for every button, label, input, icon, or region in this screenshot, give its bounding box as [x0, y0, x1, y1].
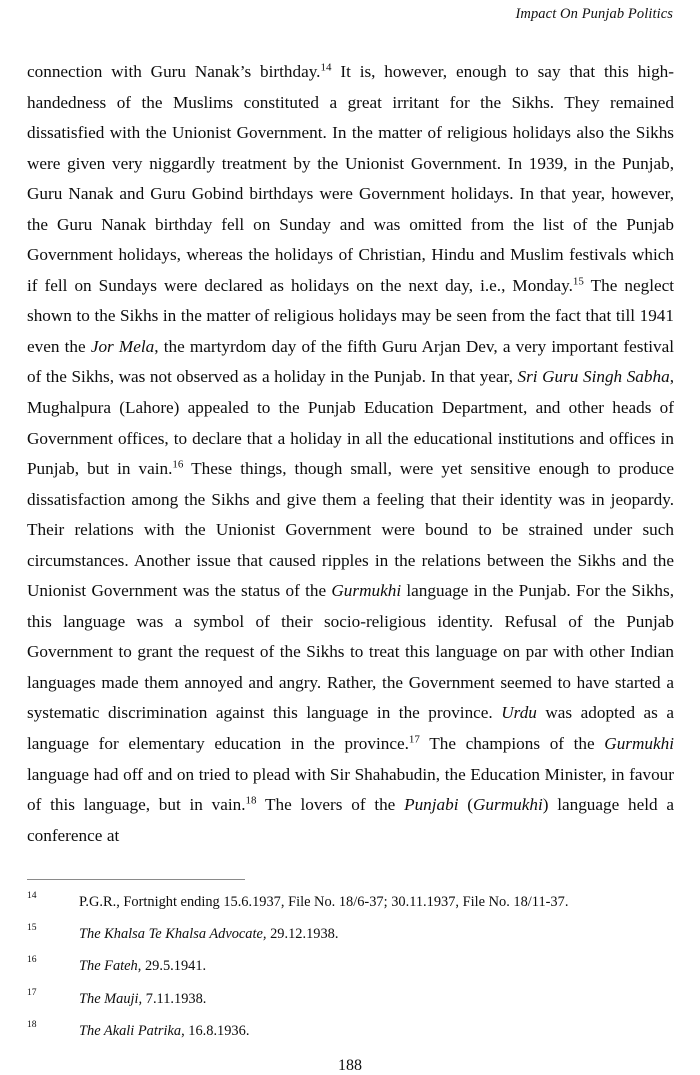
italic-text: Gurmukhi [604, 734, 674, 754]
text-run: P.G.R., Fortnight ending 15.6.1937, File No. 18/6-37; 30.11.1937, File No. 18/11-37. [79, 894, 569, 910]
footnote-text [79, 991, 206, 1007]
text-run: , 16.8.1936. [181, 1022, 250, 1039]
text-run: connection with Guru Nanak’s birthday. [27, 62, 321, 81]
text-run: was adopted as a language for elementary education in the province. [27, 703, 674, 754]
italic-text: Urdu [501, 703, 537, 723]
italic-text: Gurmukhi [473, 795, 543, 815]
footnote-reference[interactable]: 16 [172, 458, 184, 471]
text-run: It is, however, enough to say that this high-handedness of the Muslims constituted a great irritant for the Sikhs. They remained dissatisfied with the Unionist Government. In the matter of religious holidays also the Sikhs were given very niggardly treatment by the Unionist Government. In 1939, in the Punjab, Guru Nanak and Guru Gobind birthdays were Government holidays. In that year, however, the Guru Nanak birthday fell on Sunday and was omitted from the list of the Punjab Government holidays, whereas the holidays of Christian, Hindu and Muslim festivals which if fell on Sundays were declared as holidays on the next day, i.e., Monday. [27, 62, 674, 295]
footnote-item [27, 918, 674, 950]
footnote-number: 14 [27, 890, 37, 901]
italic-text: Jor Mela [90, 336, 155, 356]
italic-text: The Khalsa Te Khalsa Advocate, [79, 926, 267, 943]
text-run: , 29.5.1941. [137, 958, 207, 975]
text-run: The lovers of the [256, 795, 405, 815]
footnote-separator-rule [27, 879, 245, 880]
footnote-item [27, 886, 674, 918]
footnote-text [79, 1023, 249, 1039]
text-run: 7.11.1938. [142, 990, 207, 1007]
footnote-text [79, 958, 206, 974]
footnote-text [79, 926, 338, 942]
footnote-text [79, 894, 568, 910]
footnote-item [27, 983, 674, 1015]
text-run: ( [458, 795, 474, 815]
text-run: language had off and on tried to plead with Sir Shahabudin, the Education Minister, in favour of this language, but in vain. [27, 764, 674, 815]
footnote-item [27, 950, 674, 982]
text-run: , Mughalpura (Lahore) appealed to the Punjab Education Department, and other heads of Government offices, to declare that a holiday in all the educational institutions and offices in Punjab, but in vain. [27, 367, 674, 479]
italic-text: The Mauji, [79, 990, 143, 1007]
footnote-item [27, 1015, 674, 1047]
text-run: , the martyrdom day of the fifth Guru Arjan Dev, a very important festival of the Sikhs, was not observed as a holiday in the Punjab. In that year, [27, 336, 674, 387]
footnote-reference[interactable]: 15 [572, 275, 584, 288]
text-run: The neglect shown to the Sikhs in the matter of religious holidays may be seen from the fact that till 1941 even the [27, 275, 674, 356]
body-paragraph [27, 57, 674, 851]
italic-text: The Akali Patrika [79, 1022, 182, 1039]
page-number: 188 [338, 1057, 362, 1074]
footnote-reference[interactable]: 14 [320, 61, 332, 74]
running-header: Impact On Punjab Politics [515, 6, 673, 22]
text-run: 29.12.1938. [266, 926, 339, 943]
italic-text: Sri Guru Singh Sabha [517, 367, 670, 387]
body-text-block [27, 57, 674, 851]
italic-text: Gurmukhi [331, 581, 402, 601]
footnote-number: 17 [27, 986, 37, 998]
footnote-number: 18 [27, 1018, 37, 1030]
footnote-number: 15 [27, 922, 37, 934]
italic-text: The Fateh [79, 958, 138, 975]
text-run: The champions of the [419, 734, 605, 754]
text-run: ) language held a conference at [27, 795, 674, 845]
text-run: language in the Punjab. For the Sikhs, this language was a symbol of their socio-religious identity. Refusal of the Punjab Government to grant the request of the Sikhs to treat this language on par with other Indian languages made them annoyed and angry. Rather, the Government seemed to have started a systematic discrimination against this language in the province. [27, 581, 674, 723]
footnote-list [27, 886, 674, 1047]
text-run: These things, though small, were yet sensitive enough to produce dissatisfaction among the Sikhs and give them a feeling that their identity was in jeopardy. Their relations with the Unionist Government were bound to be strained under such circumstances. Another issue that caused ripples in the relations between the Sikhs and the Unionist Government was the status of the [27, 459, 674, 601]
footnote-reference[interactable]: 18 [245, 794, 257, 807]
footnote-reference[interactable]: 17 [408, 733, 420, 746]
footnote-number: 16 [27, 954, 37, 966]
italic-text: Punjabi [404, 795, 459, 815]
